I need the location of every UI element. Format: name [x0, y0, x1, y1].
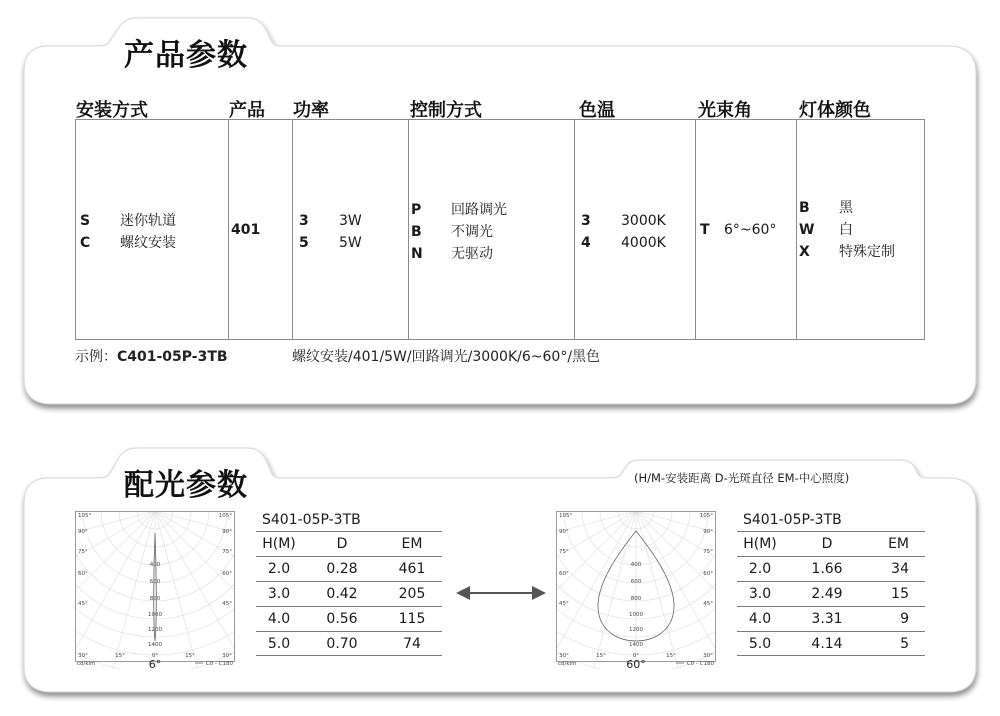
angle-label: 60°: [78, 571, 88, 577]
table-row: 5.0 0.70 74: [256, 631, 442, 656]
radial-label: 1200: [629, 627, 643, 633]
polar-diagram-wide: [556, 511, 716, 669]
angle-label: 90°: [78, 529, 88, 535]
option-row: C 螺纹安装: [80, 234, 176, 251]
option-row: B 黑: [799, 199, 853, 216]
example-line: [75, 346, 228, 366]
angle-label: 0°: [632, 653, 640, 659]
product-section-title: 产品参数: [124, 38, 248, 73]
angle-label: 75°: [559, 549, 569, 555]
column-header-mounting: 安装方式: [76, 100, 148, 121]
product-code-table: [75, 119, 925, 340]
option-row: W 白: [799, 221, 853, 238]
option-row: B 不调光: [411, 223, 493, 240]
radial-label: 1000: [629, 612, 643, 618]
angle-label: 30°: [78, 653, 88, 659]
radial-label: 800: [149, 596, 161, 602]
radial-label: 400: [630, 562, 642, 568]
cell-control: [408, 120, 574, 339]
column-header-product: 产品: [229, 100, 265, 121]
option-row: X 特殊定制: [799, 243, 895, 260]
angle-label: 45°: [78, 601, 88, 607]
radial-label: 600: [149, 579, 161, 585]
angle-label: 90°: [559, 529, 569, 535]
angle-label: 30°: [222, 653, 232, 659]
angle-label: 60°: [703, 571, 713, 577]
unit-label: cd/klm: [77, 661, 96, 667]
curve-label: C0 - C180: [205, 661, 233, 667]
radial-label: 800: [630, 596, 642, 602]
option-row: 401: [231, 221, 261, 238]
angle-label: 60°: [222, 571, 232, 577]
option-row: P 回路调光: [411, 201, 507, 218]
angle-label: 15°: [115, 653, 125, 659]
table-title: S401-05P-3TB: [262, 512, 361, 528]
angle-label: 15°: [185, 653, 195, 659]
angle-label: 45°: [703, 601, 713, 607]
option-row: 3 3000K: [581, 212, 666, 229]
cell-color: [796, 120, 926, 339]
beam-angle-label: 6°: [148, 658, 162, 669]
beam-angle-label: 60°: [626, 658, 646, 669]
column-header-color: 灯体颜色: [799, 100, 871, 121]
radial-label: 1200: [148, 627, 162, 633]
angle-label: 90°: [222, 529, 232, 535]
option-row: 4 4000K: [581, 234, 666, 251]
photometric-table-wide: [737, 509, 925, 656]
angle-label: 105°: [78, 513, 92, 519]
option-row: 3 3W: [299, 212, 362, 229]
angle-label: 45°: [559, 601, 569, 607]
angle-label: 75°: [78, 549, 88, 555]
radial-label: 1000: [148, 612, 162, 618]
unit-label: cd/klm: [558, 661, 577, 667]
radial-label: 400: [149, 562, 161, 568]
angle-label: 75°: [703, 549, 713, 555]
angle-label: 90°: [703, 529, 713, 535]
column-header-control: 控制方式: [410, 100, 482, 121]
angle-label: 15°: [666, 653, 676, 659]
polar-diagram-narrow: [75, 511, 235, 669]
option-row: N 无驱动: [411, 245, 493, 262]
column-header-cct: 色温: [579, 100, 615, 121]
option-row: T 6°~60°: [700, 221, 777, 238]
double-arrow-icon: [456, 583, 546, 603]
table-title: S401-05P-3TB: [743, 512, 842, 528]
curve-label: C0 - C180: [686, 661, 714, 667]
cell-cct: [574, 120, 695, 339]
legend-note: (H/M-安装距离 D-光斑直径 EM-中心照度): [634, 471, 850, 485]
table-row: 4.0 0.56 115: [256, 606, 442, 631]
angle-label: 30°: [559, 653, 569, 659]
radial-label: 1400: [148, 642, 162, 648]
option-row: 5 5W: [299, 234, 362, 251]
photometric-section-title: 配光参数: [124, 468, 248, 503]
option-row: S 迷你轨道: [80, 212, 176, 229]
table-row: 5.0 4.14 5: [737, 631, 925, 656]
column-header-power: 功率: [293, 100, 329, 121]
example-code: C401-05P-3TB: [117, 349, 228, 365]
cell-beam: [695, 120, 796, 339]
angle-label: 105°: [218, 513, 232, 519]
table-row: 4.0 3.31 9: [737, 606, 925, 631]
angle-label: 105°: [699, 513, 713, 519]
table-row: 3.0 2.49 15: [737, 581, 925, 606]
photometric-table-narrow: [256, 509, 442, 656]
angle-label: 0°: [151, 653, 159, 659]
table-row: 2.0 0.28 461: [256, 556, 442, 581]
table-header-row: H(M) D EM: [256, 531, 442, 556]
angle-label: 30°: [703, 653, 713, 659]
radial-label: 1400: [629, 642, 643, 648]
example-label: 示例：: [75, 349, 117, 365]
cell-product: [228, 120, 292, 339]
cell-power: [292, 120, 408, 339]
example-description: 螺纹安装/401/5W/回路调光/3000K/6~60°/黑色: [292, 349, 601, 365]
table-row: 2.0 1.66 34: [737, 556, 925, 581]
radial-label: 600: [630, 579, 642, 585]
column-header-beam: 光束角: [698, 100, 752, 121]
angle-label: 105°: [559, 513, 573, 519]
angle-label: 45°: [222, 601, 232, 607]
angle-label: 15°: [596, 653, 606, 659]
angle-label: 75°: [222, 549, 232, 555]
angle-label: 60°: [559, 571, 569, 577]
table-row: 3.0 0.42 205: [256, 581, 442, 606]
table-header-row: H(M) D EM: [737, 531, 925, 556]
cell-mounting: [76, 120, 228, 339]
